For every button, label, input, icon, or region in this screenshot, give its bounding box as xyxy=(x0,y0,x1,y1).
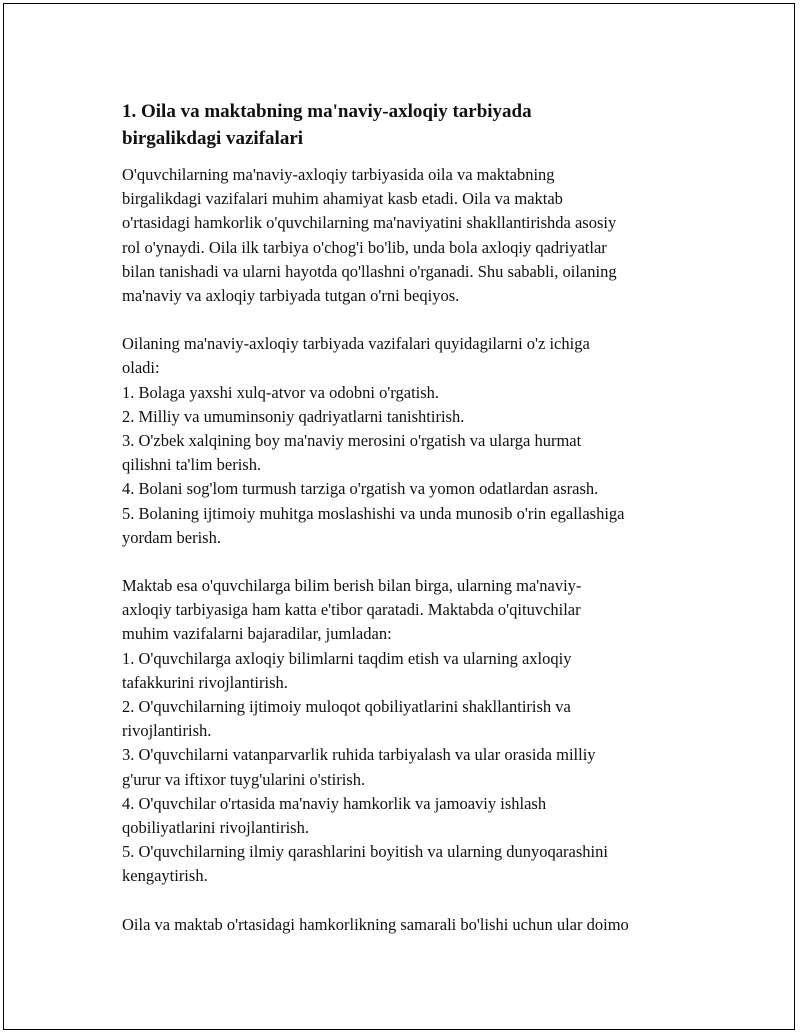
text-line: yordam berish. xyxy=(122,527,221,547)
text-line: qobiliyatlarini rivojlantirish. xyxy=(122,818,309,838)
paragraph-family-duties xyxy=(122,332,692,550)
text-line: axloqiy tarbiyasiga ham katta e'tibor qaratadi. Maktabda o'qituvchilar xyxy=(122,600,581,620)
paragraph-intro xyxy=(122,163,692,308)
text-line: muhim vazifalarni bajaradilar, jumladan: xyxy=(122,624,392,644)
paragraph-school-duties xyxy=(122,574,692,889)
list-item: 5. O'quvchilarning ilmiy qarashlarini boyitish va ularning dunyoqarashini xyxy=(122,842,608,862)
page-frame xyxy=(3,3,795,1030)
text-line: rivojlantirish. xyxy=(122,721,212,741)
list-item: 4. Bolani sog'lom turmush tarziga o'rgatish va yomon odatlardan asrash. xyxy=(122,479,599,499)
heading-line: birgalikdagi vazifalari xyxy=(122,128,304,149)
heading-line: 1. Oila va maktabning ma'naviy-axloqiy tarbiyada xyxy=(122,101,532,122)
text-line: qilishni ta'lim berish. xyxy=(122,455,262,475)
text-line: Oila va maktab o'rtasidagi hamkorlikning samarali bo'lishi uchun ular doimo xyxy=(122,914,629,934)
list-item: 2. O'quvchilarning ijtimoiy muloqot qobiliyatlarini shakllantirish va xyxy=(122,697,571,717)
text-line: bilan tanishadi va ularni hayotda qo'llashni o'rganadi. Shu sababli, oilaning xyxy=(122,261,617,281)
text-line: birgalikdagi vazifalari muhim ahamiyat kasb etadi. Oila va maktab xyxy=(122,189,563,209)
paragraph-cooperation xyxy=(122,913,692,937)
section-heading xyxy=(122,98,692,152)
text-line: rol o'ynaydi. Oila ilk tarbiya o'chog'i bo'lib, unda bola axloqiy qadriyatlar xyxy=(122,237,607,257)
list-item: 5. Bolaning ijtimoiy muhitga moslashishi va unda munosib o'rin egallashiga xyxy=(122,503,625,523)
text-line: Oilaning ma'naviy-axloqiy tarbiyada vazifalari quyidagilarni o'z ichiga xyxy=(122,334,590,354)
document-body xyxy=(122,98,692,961)
text-line: kengaytirish. xyxy=(122,866,208,886)
text-line: g'urur va iftixor tuyg'ularini o'stirish. xyxy=(122,769,366,789)
list-item: 1. O'quvchilarga axloqiy bilimlarni taqdim etish va ularning axloqiy xyxy=(122,648,572,668)
list-item: 3. O'zbek xalqining boy ma'naviy merosini o'rgatish va ularga hurmat xyxy=(122,431,582,451)
text-line: Maktab esa o'quvchilarga bilim berish bilan birga, ularning ma'naviy- xyxy=(122,576,582,596)
list-item: 4. O'quvchilar o'rtasida ma'naviy hamkorlik va jamoaviy ishlash xyxy=(122,793,547,813)
list-item: 2. Milliy va umuminsoniy qadriyatlarni tanishtirish. xyxy=(122,406,465,426)
list-item: 1. Bolaga yaxshi xulq-atvor va odobni o'rgatish. xyxy=(122,382,440,402)
list-item: 3. O'quvchilarni vatanparvarlik ruhida tarbiyalash va ular orasida milliy xyxy=(122,745,596,765)
text-line: ma'naviy va axloqiy tarbiyada tutgan o'rni beqiyos. xyxy=(122,286,460,306)
text-line: oladi: xyxy=(122,358,160,378)
text-line: tafakkurini rivojlantirish. xyxy=(122,672,288,692)
text-line: O'quvchilarning ma'naviy-axloqiy tarbiyasida oila va maktabning xyxy=(122,165,555,184)
text-line: o'rtasidagi hamkorlik o'quvchilarning ma'naviyatini shakllantirishda asosiy xyxy=(122,213,617,233)
